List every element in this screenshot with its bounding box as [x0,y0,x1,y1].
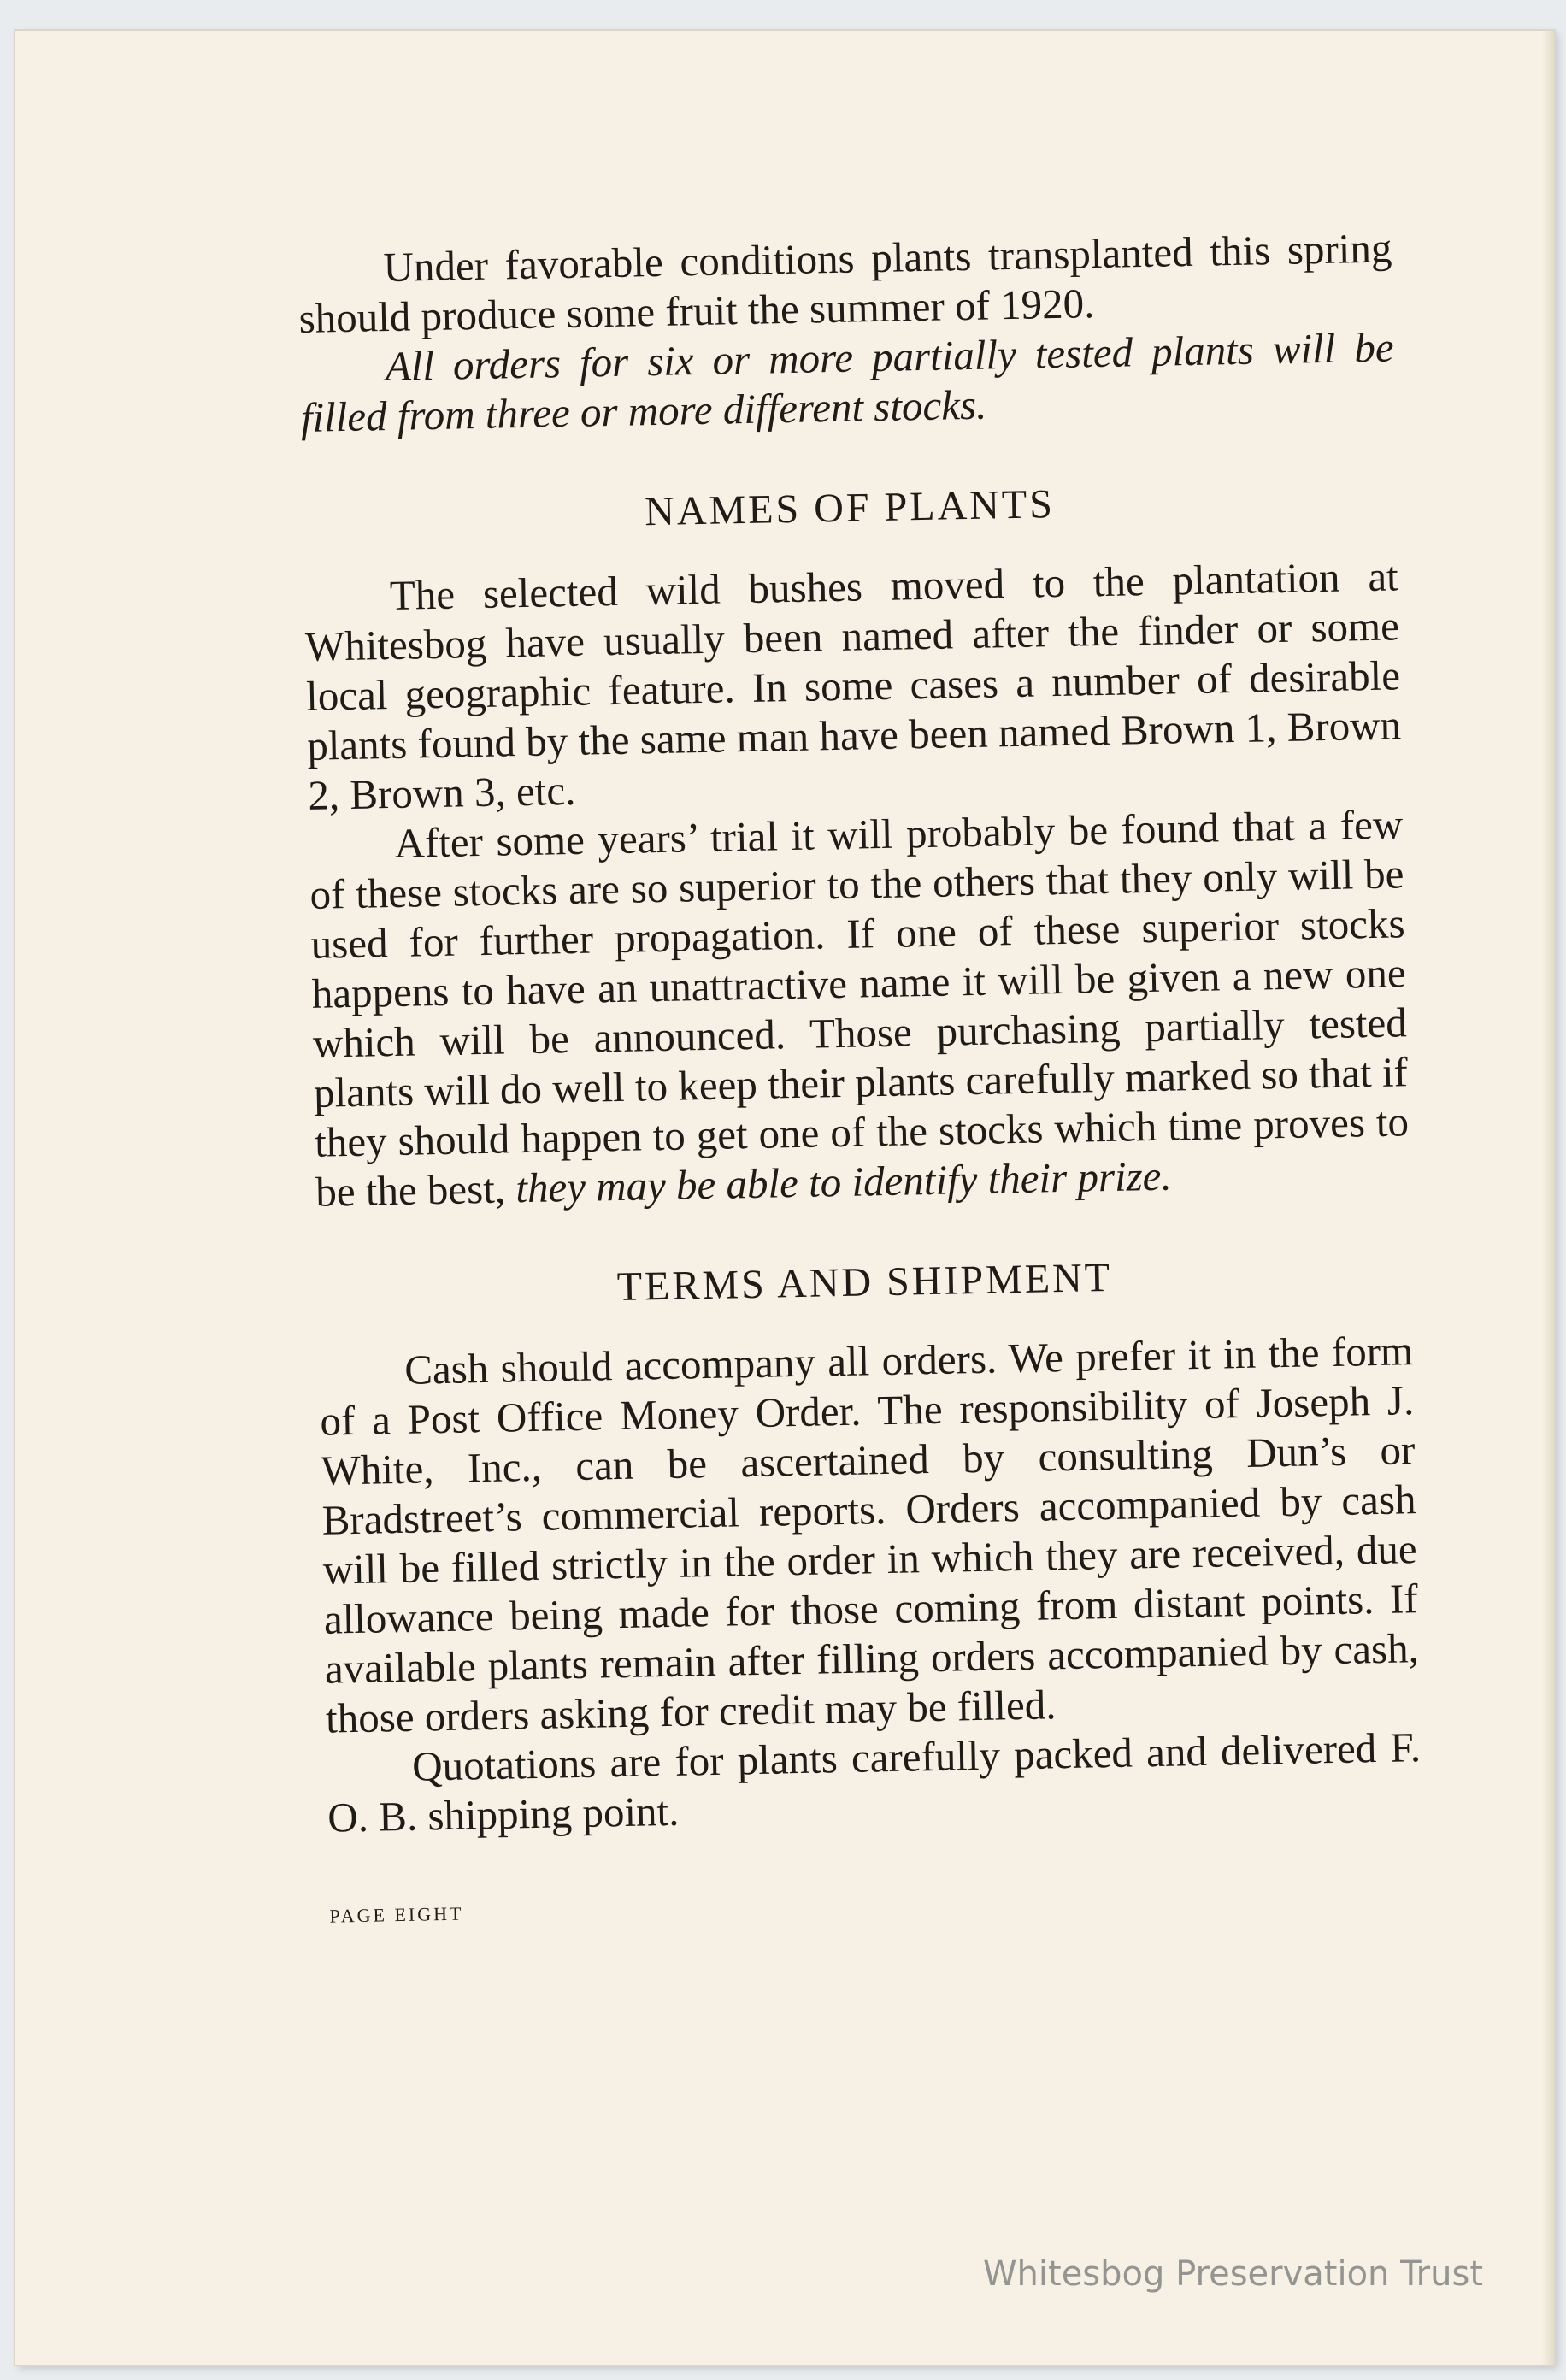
terms-and-shipment-heading: TERMS AND SHIPMENT [616,1254,1113,1311]
intro-paragraph: Under favorable conditions plants transplanted this spring should produce some fruit the summer of 1920. [298,224,1392,342]
watermark-text: Whitesbog Preservation Trust [983,2254,1483,2294]
names-paragraph-2-roman: After some years’ trial it will probably be found that a few of these stocks are so superior to the others that they only will be used for further propagation. If one of these superior stocks happens to have an unattractive name it will be given a new one which will be announced. Those purchasing partially tested plants will do well to keep their plants carefully marked so that if they should happen to get one of the stocks which time proves to be the best, [309,800,1410,1216]
page-text-block [297,223,1424,1928]
orders-note-paragraph: All orders for six or more partially tested plants will be filled from three or more different stocks. [300,323,1395,441]
terms-paragraph-2: Quotations are for plants carefully packed and delivered F. O. B. shipping point. [327,1723,1422,1841]
names-of-plants-heading: NAMES OF PLANTS [644,481,1056,535]
names-paragraph-2-italic: they may be able to identify their prize. [515,1152,1173,1212]
document-page [15,31,1554,2365]
page-number-label: PAGE EIGHT [329,1902,464,1927]
terms-paragraph-1: Cash should accompany all orders. We prefer it in the form of a Post Office Money Order. The responsibility of Joseph J. White, Inc., can be ascertained by consulting Dun’s or Bradstreet’s commercial reports. Orders accompanied by cash will be filled strictly in the order in which they are received, due allowance being made for those coming from distant points. If available plants remain after filling orders accompanied by cash, those orders asking for credit may be filled. [319,1327,1420,1742]
names-paragraph-1: The selected wild bushes moved to the plantation at Whitesbog have usually been named after the finder or some local geographic feature. In some cases a number of desirable plants found by the same man have been named Brown 1, Brown 2, Brown 3, etc. [304,552,1402,819]
names-paragraph-2 [309,799,1410,1217]
page-edge [1542,31,1554,2365]
